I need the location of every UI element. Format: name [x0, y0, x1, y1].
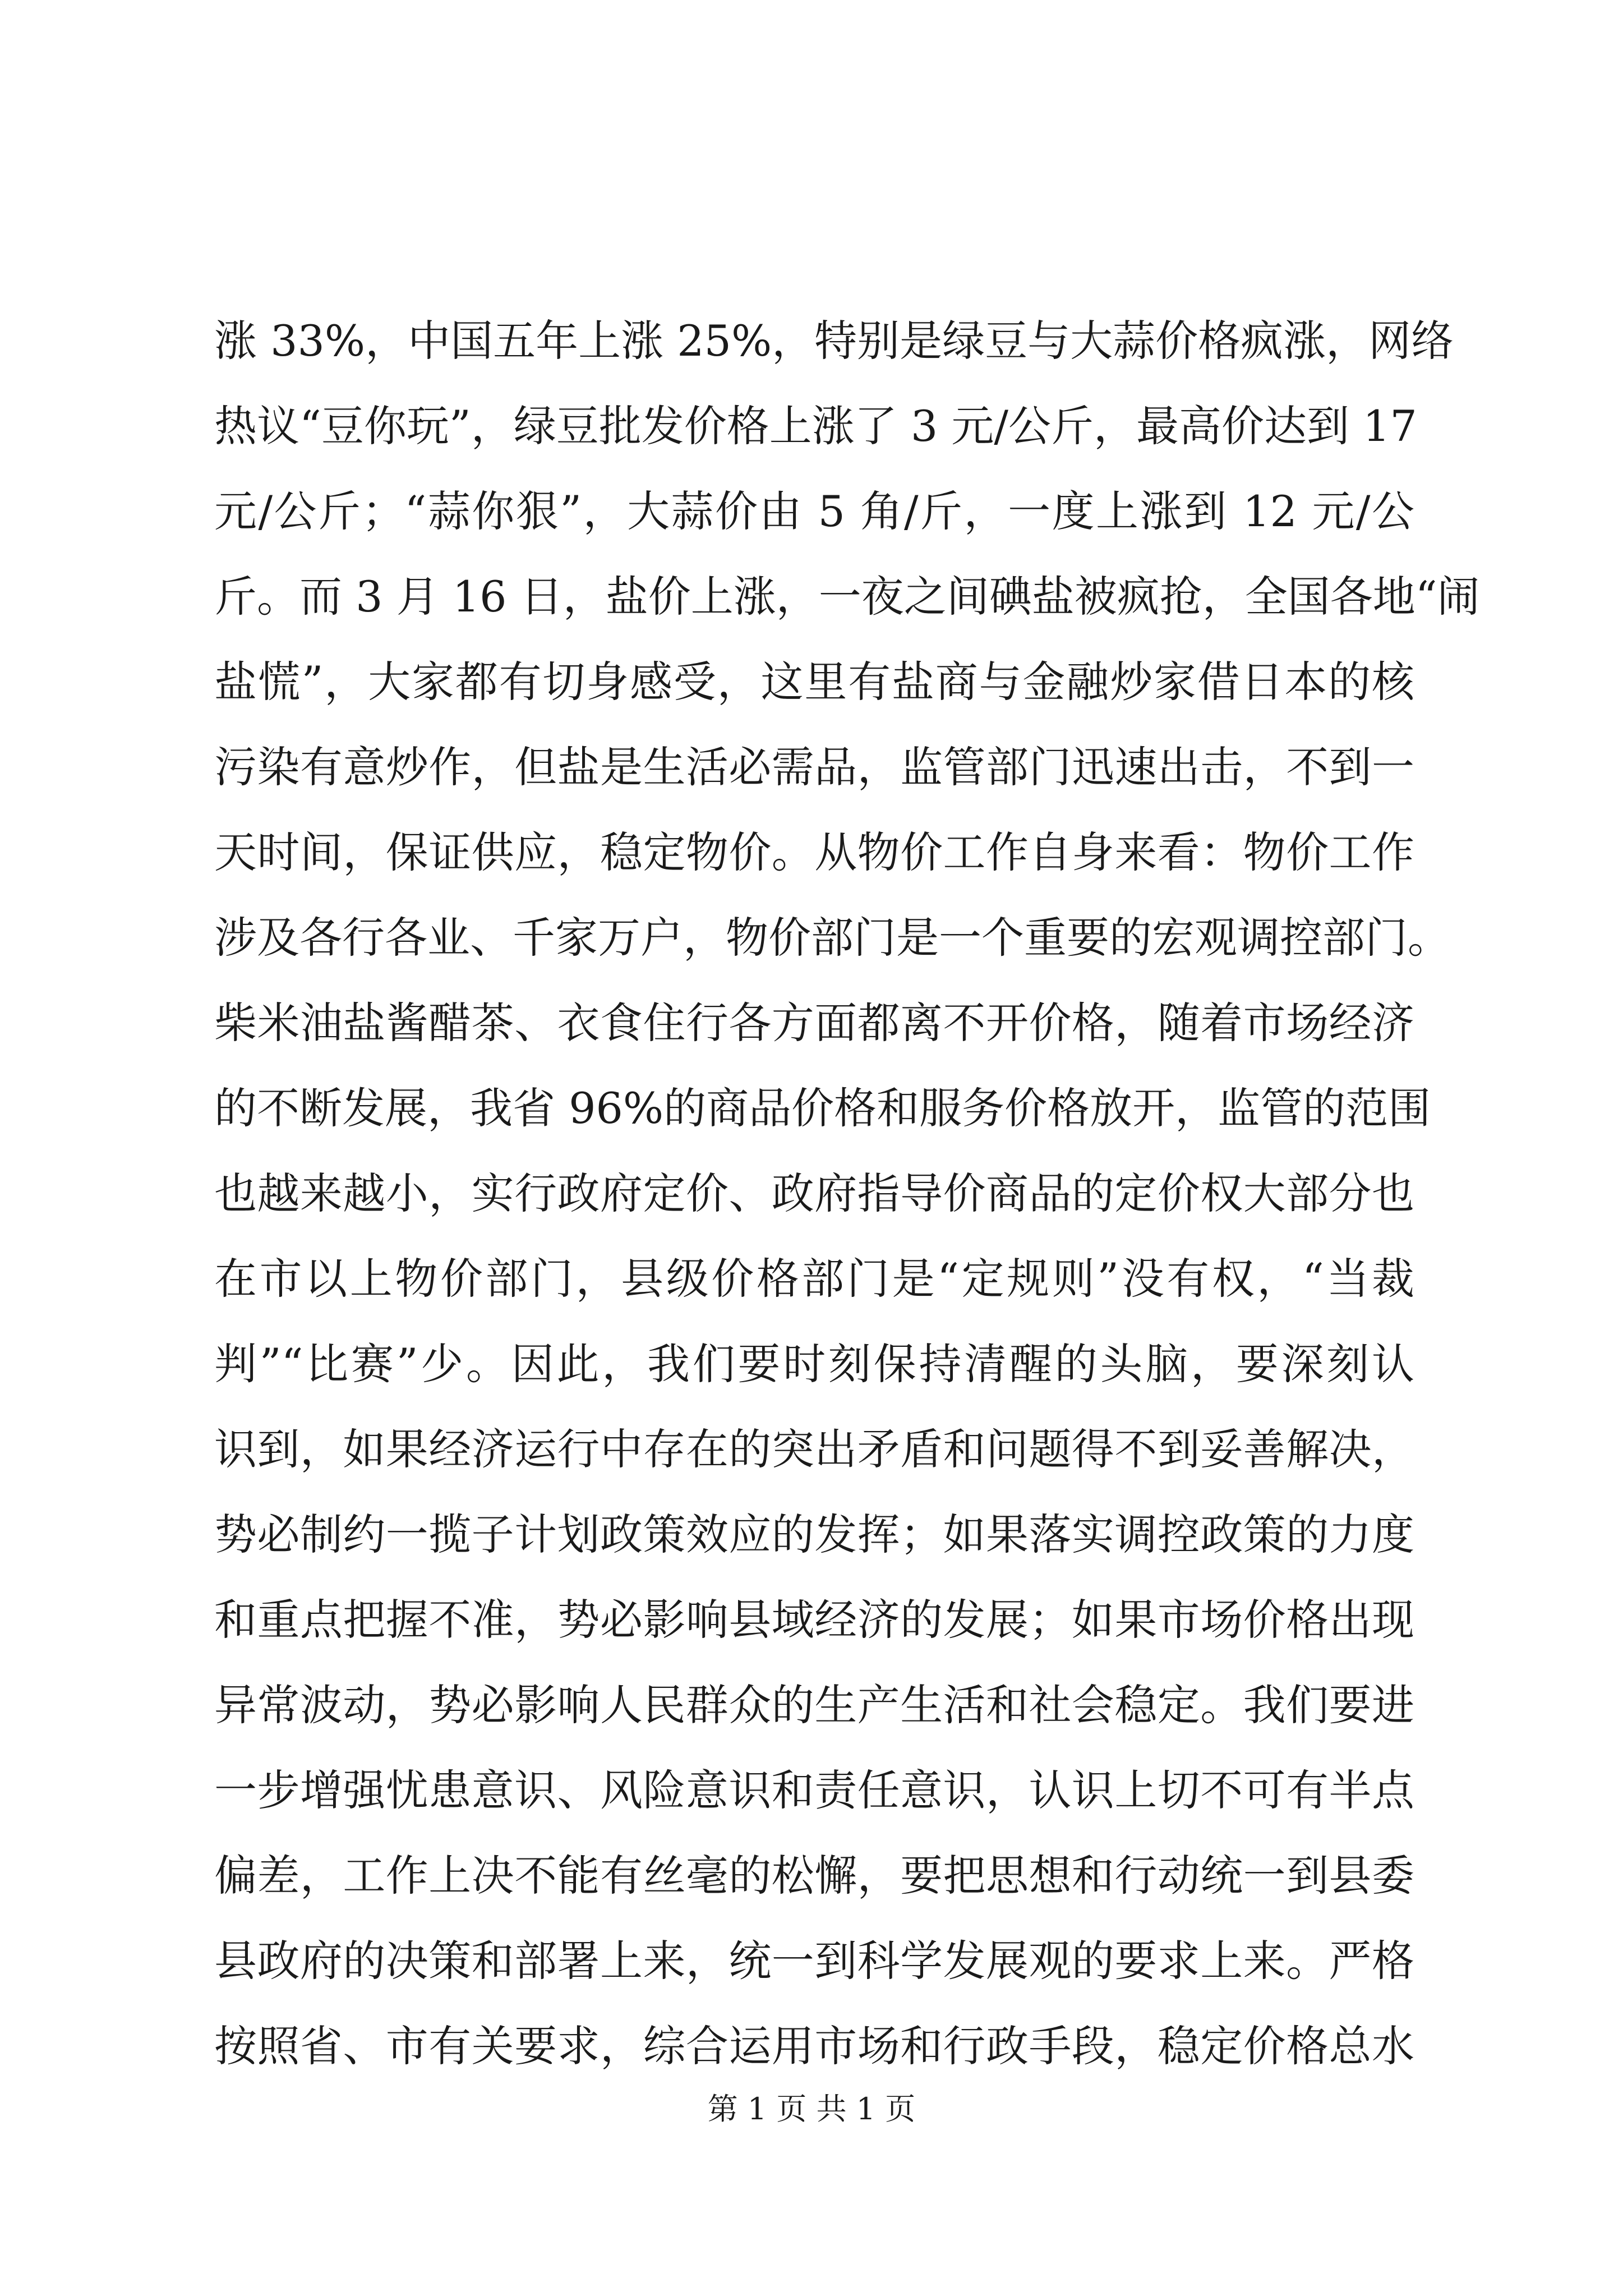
text-line: 一步增强忧患意识、风险意识和责任意识，认识上切不可有半点	[214, 1765, 1414, 1815]
page-number-label: 第 1 页 共 1 页	[707, 2091, 916, 2127]
text-line: 天时间，保证供应，稳定物价。从物价工作自身来看：物价工作	[214, 827, 1414, 877]
text-line: 势必制约一揽子计划政策效应的发挥；如果落实调控政策的力度	[214, 1510, 1414, 1559]
page-footer	[0, 2087, 1623, 2132]
body-paragraph	[214, 298, 1480, 2089]
text-line: 热议“豆你玩”，绿豆批发价格上涨了 3 元/公斤，最高价达到 17	[214, 401, 1417, 451]
text-line: 涨 33%，中国五年上涨 25%，特别是绿豆与大蒜价格疯涨，网络	[214, 316, 1454, 366]
text-line: 按照省、市有关要求，综合运用市场和行政手段，稳定价格总水	[214, 2021, 1414, 2071]
text-line: 盐慌”，大家都有切身感受，这里有盐商与金融炒家借日本的核	[214, 657, 1414, 707]
text-line: 在市以上物价部门，县级价格部门是“定规则”没有权，“当裁	[214, 1254, 1414, 1304]
text-line: 偏差，工作上决不能有丝毫的松懈，要把思想和行动统一到县委	[214, 1851, 1414, 1901]
text-line: 柴米油盐酱醋茶、衣食住行各方面都离不开价格，随着市场经济	[214, 998, 1414, 1048]
text-line: 元/公斤；“蒜你狠”，大蒜价由 5 角/斤，一度上涨到 12 元/公	[214, 486, 1414, 536]
text-line: 县政府的决策和部署上来，统一到科学发展观的要求上来。严格	[214, 1936, 1414, 1986]
text-line: 也越来越小，实行政府定价、政府指导价商品的定价权大部分也	[214, 1168, 1414, 1218]
text-line: 识到，如果经济运行中存在的突出矛盾和问题得不到妥善解决，	[214, 1424, 1414, 1474]
text-line: 斤。而 3 月 16 日，盐价上涨，一夜之间碘盐被疯抢，全国各地“闹	[214, 572, 1480, 622]
text-line: 污染有意炒作，但盐是生活必需品，监管部门迅速出击，不到一	[214, 742, 1414, 792]
text-line: 涉及各行各业、千家万户，物价部门是一个重要的宏观调控部门。	[214, 913, 1450, 963]
text-line: 判”“比赛”少。因此，我们要时刻保持清醒的头脑，要深刻认	[214, 1339, 1414, 1389]
text-line: 异常波动，势必影响人民群众的生产生活和社会稳定。我们要进	[214, 1680, 1414, 1730]
text-line: 的不断发展，我省 96%的商品价格和服务价格放开，监管的范围	[214, 1083, 1431, 1133]
text-line: 和重点把握不准，势必影响县域经济的发展；如果市场价格出现	[214, 1595, 1414, 1645]
